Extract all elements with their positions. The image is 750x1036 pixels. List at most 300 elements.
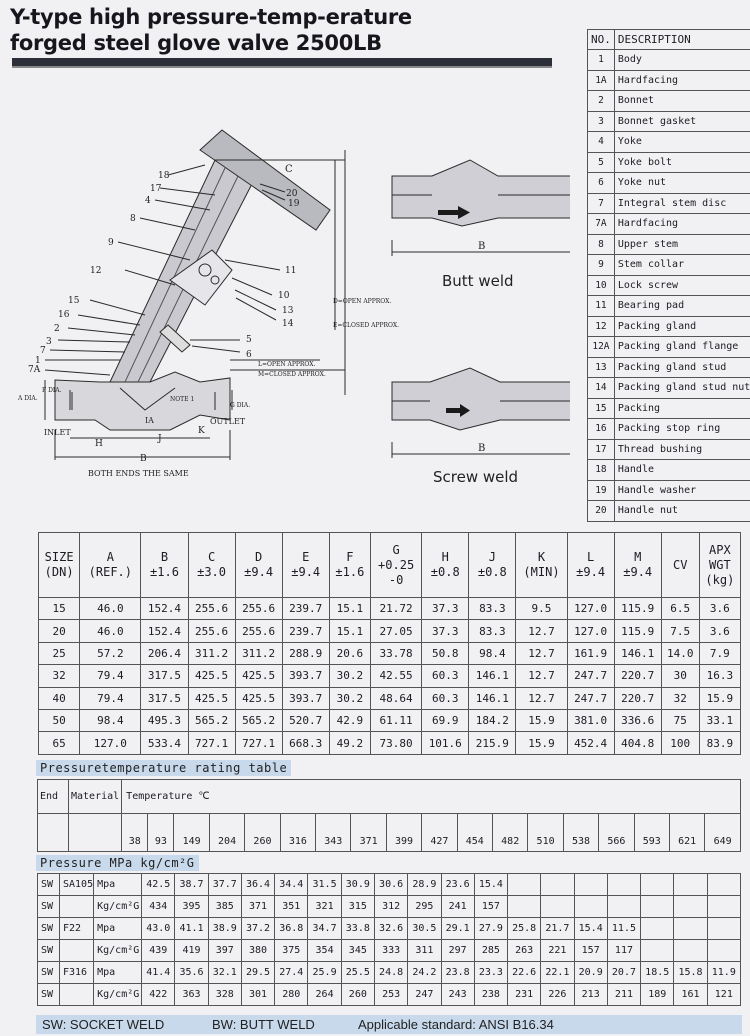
unit-cell: Kg/cm²G — [94, 940, 142, 962]
m-closed-label: M=CLOSED APPROX. — [258, 371, 326, 378]
pressure-row — [38, 962, 741, 984]
part-number: 11 — [588, 296, 615, 317]
part-description: Hardfacing — [614, 214, 750, 235]
dimension-cell: 46.0 — [80, 598, 141, 620]
pressure-cell — [508, 896, 541, 918]
dimensions-header-row — [39, 533, 741, 598]
callout-9: 9 — [108, 238, 114, 248]
pressure-cell: 226 — [541, 984, 574, 1006]
dimension-cell: 60.3 — [422, 665, 469, 687]
part-number: 15 — [588, 398, 615, 419]
header-line: ±9.4 — [576, 565, 606, 579]
parts-header-description: DESCRIPTION — [614, 30, 750, 50]
pressure-row — [38, 874, 741, 896]
part-description: Bonnet — [614, 91, 750, 112]
pressure-cell: 41.1 — [175, 918, 208, 940]
dimension-cell: 57.2 — [80, 642, 141, 664]
header-line: H — [441, 550, 449, 564]
unit-cell: Mpa — [94, 874, 142, 896]
pressure-cell: 11.9 — [707, 962, 740, 984]
pressure-cell: 312 — [374, 896, 407, 918]
unit-cell: Kg/cm²G — [94, 896, 142, 918]
dimension-cell: 32 — [39, 665, 80, 687]
pressure-cell — [574, 896, 607, 918]
dimension-cell: 255.6 — [188, 598, 235, 620]
part-number: 20 — [588, 501, 615, 522]
header-line: B — [160, 550, 169, 564]
pressure-cell: 264 — [308, 984, 341, 1006]
pressure-cell: 253 — [374, 984, 407, 1006]
temperature-cell: 149 — [174, 814, 209, 852]
pressure-cell — [641, 918, 674, 940]
pressure-cell: 328 — [208, 984, 241, 1006]
dimension-cell: 98.4 — [469, 642, 516, 664]
header-line: (DN) — [44, 565, 74, 579]
dimension-cell: 146.1 — [614, 642, 661, 664]
pressure-cell: 351 — [275, 896, 308, 918]
pressure-cell: 31.5 — [308, 874, 341, 896]
title-underline-bar — [12, 58, 552, 68]
pressure-cell — [607, 874, 640, 896]
dimension-cell: 317.5 — [141, 687, 188, 709]
dimension-cell: 20 — [39, 620, 80, 642]
pressure-cell: 15.4 — [574, 918, 607, 940]
table-row — [39, 665, 741, 687]
dimension-cell: 15.9 — [516, 709, 567, 731]
pressure-cell: 28.9 — [408, 874, 441, 896]
part-description: Integral stem disc — [614, 193, 750, 214]
pressure-cell: 29.1 — [441, 918, 474, 940]
dimension-cell: 83.3 — [469, 598, 516, 620]
pressure-cell: 395 — [175, 896, 208, 918]
dimension-cell: 146.1 — [469, 665, 516, 687]
pressure-cell: 243 — [441, 984, 474, 1006]
dimension-cell: 152.4 — [141, 620, 188, 642]
l-open-label: L=OPEN APPROX. — [258, 361, 316, 368]
part-number: 19 — [588, 480, 615, 501]
pressure-cell: 30.5 — [408, 918, 441, 940]
pressure-cell: 18.5 — [641, 962, 674, 984]
dimension-cell: 15 — [39, 598, 80, 620]
ia-label: IA — [145, 416, 154, 425]
dimension-column-header — [422, 533, 469, 598]
pressure-cell: 311 — [408, 940, 441, 962]
pressure-cell — [508, 874, 541, 896]
part-description: Packing — [614, 398, 750, 419]
pressure-cell: 38.7 — [175, 874, 208, 896]
callout-1: 1 — [35, 356, 41, 366]
material-cell: SA105 — [60, 874, 94, 896]
temperature-table — [37, 779, 741, 852]
header-line: D — [255, 550, 263, 564]
material-blank — [69, 814, 122, 852]
part-number: 10 — [588, 275, 615, 296]
part-number: 16 — [588, 419, 615, 440]
pressure-cell: 157 — [574, 940, 607, 962]
screw-weld-b-label: B — [478, 443, 486, 454]
dimension-cell: 101.6 — [422, 732, 469, 754]
pressure-cell — [707, 918, 740, 940]
pressure-table-title: Pressure MPa kg/cm²G — [36, 855, 199, 871]
dimension-cell: 381.0 — [567, 709, 614, 731]
dimension-column-header — [329, 533, 370, 598]
pressure-cell: 42.5 — [142, 874, 175, 896]
dimension-column-header — [371, 533, 422, 598]
dimension-cell: 100 — [661, 732, 699, 754]
dimension-cell: 565.2 — [235, 709, 282, 731]
parts-row — [588, 296, 750, 317]
temperature-cell: 566 — [599, 814, 634, 852]
dimension-cell: 311.2 — [235, 642, 282, 664]
parts-row — [588, 460, 750, 481]
dimension-cell: 30.2 — [329, 687, 370, 709]
pressure-cell: 22.1 — [541, 962, 574, 984]
pressure-cell: 211 — [607, 984, 640, 1006]
dimension-cell: 33.78 — [371, 642, 422, 664]
end-cell: SW — [38, 896, 60, 918]
callout-13: 13 — [282, 306, 294, 316]
temperature-cell: 482 — [493, 814, 528, 852]
pressure-cell: 23.6 — [441, 874, 474, 896]
pressure-cell: 301 — [241, 984, 274, 1006]
callout-4: 4 — [145, 196, 151, 206]
temperature-cell: 93 — [148, 814, 174, 852]
dimension-cell: 42.9 — [329, 709, 370, 731]
callout-5: 5 — [246, 335, 252, 345]
pressure-cell: 27.4 — [275, 962, 308, 984]
parts-row — [588, 275, 750, 296]
parts-row — [588, 316, 750, 337]
dimension-column-header — [188, 533, 235, 598]
part-number: 13 — [588, 357, 615, 378]
pressure-cell: 25.9 — [308, 962, 341, 984]
temperature-cell: 649 — [705, 814, 741, 852]
callout-16: 16 — [58, 310, 70, 320]
dimension-cell: 184.2 — [469, 709, 516, 731]
pressure-cell: 15.4 — [474, 874, 507, 896]
dimension-cell: 50.8 — [422, 642, 469, 664]
pressure-cell: 439 — [142, 940, 175, 962]
header-line: J — [488, 550, 496, 564]
header-line: ±1.6 — [335, 565, 365, 579]
parts-row — [588, 50, 750, 71]
e-closed-label: E=CLOSED APPROX. — [333, 322, 400, 329]
end-cell: SW — [38, 940, 60, 962]
dimension-cell: 14.0 — [661, 642, 699, 664]
part-description: Packing gland stud nut — [614, 378, 750, 399]
callout-10: 10 — [278, 291, 290, 301]
header-line: +0.25 — [378, 557, 415, 572]
pressure-cell: 380 — [241, 940, 274, 962]
f-dia-label: F DIA. — [42, 387, 62, 394]
dimension-cell: 33.1 — [699, 709, 740, 731]
pressure-cell: 23.3 — [474, 962, 507, 984]
g-dia-label: G DIA. — [230, 402, 251, 409]
dimension-cell: 425.5 — [235, 665, 282, 687]
pressure-cell: 321 — [308, 896, 341, 918]
pressure-cell: 419 — [175, 940, 208, 962]
dimension-cell: 30.2 — [329, 665, 370, 687]
pressure-cell — [641, 896, 674, 918]
header-line: (REF.) — [88, 565, 133, 579]
dimension-cell: 12.7 — [516, 665, 567, 687]
header-line: APX — [709, 542, 731, 557]
parts-row — [588, 152, 750, 173]
pressure-cell: 297 — [441, 940, 474, 962]
part-description: Upper stem — [614, 234, 750, 255]
part-description: Thread bushing — [614, 439, 750, 460]
end-cell: SW — [38, 984, 60, 1006]
pressure-cell: 231 — [508, 984, 541, 1006]
pressure-cell: 238 — [474, 984, 507, 1006]
part-number: 18 — [588, 460, 615, 481]
temperature-cell: 593 — [634, 814, 669, 852]
dimension-cell: 73.80 — [371, 732, 422, 754]
material-cell — [60, 984, 94, 1006]
pressure-cell: 43.0 — [142, 918, 175, 940]
dimension-cell: 565.2 — [188, 709, 235, 731]
pressure-cell: 371 — [241, 896, 274, 918]
part-number: 1A — [588, 70, 615, 91]
rating-table-title: Pressuretemperature rating table — [36, 760, 291, 776]
dimension-cell: 425.5 — [188, 665, 235, 687]
parts-row — [588, 337, 750, 358]
parts-row — [588, 70, 750, 91]
pressure-cell: 27.9 — [474, 918, 507, 940]
temperature-cell: 316 — [280, 814, 315, 852]
dimension-cell: 6.5 — [661, 598, 699, 620]
parts-row — [588, 234, 750, 255]
pressure-cell: 260 — [341, 984, 374, 1006]
dimension-cell: 239.7 — [282, 598, 329, 620]
dimension-cell: 50 — [39, 709, 80, 731]
callout-14: 14 — [282, 319, 294, 329]
pressure-cell — [541, 896, 574, 918]
pressure-cell: 354 — [308, 940, 341, 962]
parts-row — [588, 357, 750, 378]
pressure-cell: 29.5 — [241, 962, 274, 984]
pressure-cell: 24.8 — [374, 962, 407, 984]
dimension-cell: 27.05 — [371, 620, 422, 642]
material-cell — [60, 896, 94, 918]
dim-c-label: C — [285, 164, 293, 175]
header-line: -0 — [388, 572, 404, 587]
dimension-cell: 404.8 — [614, 732, 661, 754]
pressure-cell: 189 — [641, 984, 674, 1006]
screw-weld-label: Screw weld — [433, 468, 519, 486]
part-description: Yoke — [614, 132, 750, 153]
pressure-row — [38, 940, 741, 962]
pressure-cell: 247 — [408, 984, 441, 1006]
dimension-cell: 79.4 — [80, 665, 141, 687]
dimension-cell: 727.1 — [235, 732, 282, 754]
part-number: 9 — [588, 255, 615, 276]
title-line-2: forged steel glove valve 2500LB — [10, 31, 382, 55]
callout-11: 11 — [285, 266, 297, 276]
table-row — [39, 642, 741, 664]
dimension-cell: 49.2 — [329, 732, 370, 754]
dimension-column-header — [661, 533, 699, 598]
dimension-cell: 336.6 — [614, 709, 661, 731]
pressure-cell: 363 — [175, 984, 208, 1006]
pressure-cell: 23.8 — [441, 962, 474, 984]
end-blank — [38, 814, 69, 852]
dimension-cell: 83.3 — [469, 620, 516, 642]
header-line: F — [346, 550, 354, 564]
pressure-cell — [641, 940, 674, 962]
end-header: End — [38, 780, 69, 814]
temperature-cell: 343 — [316, 814, 351, 852]
header-line: K — [537, 550, 546, 564]
dimension-cell: 115.9 — [614, 598, 661, 620]
pressure-cell: 20.7 — [607, 962, 640, 984]
dimension-cell: 20.6 — [329, 642, 370, 664]
pressure-table — [37, 873, 741, 1006]
pressure-cell: 35.6 — [175, 962, 208, 984]
dimension-column-header — [235, 533, 282, 598]
temperature-cell: 510 — [528, 814, 563, 852]
header-line: WGT — [709, 557, 731, 572]
pressure-cell: 385 — [208, 896, 241, 918]
dimension-cell: 25 — [39, 642, 80, 664]
temperature-header-row — [38, 780, 741, 814]
header-line: ±0.8 — [430, 565, 460, 579]
dimension-cell: 520.7 — [282, 709, 329, 731]
pressure-cell: 121 — [707, 984, 740, 1006]
temperature-header: Temperature ℃ — [122, 780, 741, 814]
part-description: Bearing pad — [614, 296, 750, 317]
both-ends-label: BOTH ENDS THE SAME — [88, 469, 189, 478]
callout-7: 7 — [40, 346, 46, 356]
part-description: Stem collar — [614, 255, 750, 276]
pressure-cell — [574, 874, 607, 896]
unit-cell: Kg/cm²G — [94, 984, 142, 1006]
part-number: 7A — [588, 214, 615, 235]
dimension-cell: 452.4 — [567, 732, 614, 754]
temperature-values-row — [38, 814, 741, 852]
dimension-cell: 152.4 — [141, 598, 188, 620]
part-number: 7 — [588, 193, 615, 214]
table-row — [39, 687, 741, 709]
part-number: 2 — [588, 91, 615, 112]
dimension-cell: 9.5 — [516, 598, 567, 620]
header-line: C — [207, 550, 216, 564]
parts-row — [588, 193, 750, 214]
dimension-cell: 495.3 — [141, 709, 188, 731]
page-title — [10, 4, 412, 56]
dimension-column-header — [516, 533, 567, 598]
dimension-cell: 7.9 — [699, 642, 740, 664]
header-line: (MIN) — [523, 565, 560, 579]
parts-header-no: NO. — [588, 30, 615, 50]
butt-weld-b-label: B — [478, 241, 486, 252]
part-number: 4 — [588, 132, 615, 153]
pressure-cell: 36.4 — [241, 874, 274, 896]
parts-row — [588, 173, 750, 194]
pressure-row — [38, 896, 741, 918]
temperature-cell: 204 — [209, 814, 244, 852]
material-cell: F22 — [60, 918, 94, 940]
part-description: Packing gland stud — [614, 357, 750, 378]
part-number: 14 — [588, 378, 615, 399]
callout-8: 8 — [130, 214, 136, 224]
callout-12: 12 — [90, 266, 102, 276]
header-line: L — [587, 550, 595, 564]
dimension-cell: 215.9 — [469, 732, 516, 754]
temperature-cell: 427 — [422, 814, 457, 852]
material-cell: F316 — [60, 962, 94, 984]
outlet-label: OUTLET — [210, 417, 246, 426]
dimension-cell: 288.9 — [282, 642, 329, 664]
header-line: CV — [672, 557, 688, 572]
dimension-cell: 255.6 — [235, 620, 282, 642]
header-line: SIZE — [44, 550, 74, 564]
parts-list-table — [587, 29, 750, 522]
dimension-cell: 75 — [661, 709, 699, 731]
pressure-cell: 25.5 — [341, 962, 374, 984]
parts-row — [588, 378, 750, 399]
pressure-cell: 11.5 — [607, 918, 640, 940]
part-number: 17 — [588, 439, 615, 460]
part-number: 12A — [588, 337, 615, 358]
dimension-cell: 60.3 — [422, 687, 469, 709]
dimension-column-header — [282, 533, 329, 598]
callout-6: 6 — [246, 350, 252, 360]
dim-b-label: B — [140, 454, 147, 464]
pressure-cell: 34.7 — [308, 918, 341, 940]
callout-2: 2 — [54, 324, 60, 334]
table-row — [39, 709, 741, 731]
pressure-cell: 280 — [275, 984, 308, 1006]
temperature-cell: 399 — [386, 814, 421, 852]
pressure-cell: 333 — [374, 940, 407, 962]
pressure-cell: 30.9 — [341, 874, 374, 896]
dimension-cell: 69.9 — [422, 709, 469, 731]
part-number: 6 — [588, 173, 615, 194]
dim-k-label: K — [198, 426, 205, 436]
pressure-cell — [707, 896, 740, 918]
dimension-cell: 37.3 — [422, 598, 469, 620]
pressure-cell: 33.8 — [341, 918, 374, 940]
header-line: ±1.6 — [150, 565, 179, 579]
header-line: (kg) — [705, 572, 735, 587]
pressure-cell: 295 — [408, 896, 441, 918]
d-open-label: D=OPEN APPROX. — [333, 298, 392, 305]
dimension-cell: 37.3 — [422, 620, 469, 642]
pressure-cell: 21.7 — [541, 918, 574, 940]
pressure-cell — [707, 940, 740, 962]
dimension-cell: 247.7 — [567, 665, 614, 687]
parts-row — [588, 91, 750, 112]
pressure-cell: 434 — [142, 896, 175, 918]
dimension-column-header — [567, 533, 614, 598]
pressure-cell: 161 — [674, 984, 707, 1006]
temperature-cell: 454 — [457, 814, 492, 852]
pressure-cell: 315 — [341, 896, 374, 918]
parts-row — [588, 480, 750, 501]
dimension-cell: 255.6 — [188, 620, 235, 642]
parts-row — [588, 439, 750, 460]
dimension-cell: 30 — [661, 665, 699, 687]
pressure-row — [38, 918, 741, 940]
part-number: 8 — [588, 234, 615, 255]
header-line: ±3.0 — [197, 565, 226, 579]
dimension-cell: 32 — [661, 687, 699, 709]
end-cell: SW — [38, 962, 60, 984]
pressure-cell: 25.8 — [508, 918, 541, 940]
pressure-cell: 34.4 — [275, 874, 308, 896]
pressure-cell: 15.8 — [674, 962, 707, 984]
